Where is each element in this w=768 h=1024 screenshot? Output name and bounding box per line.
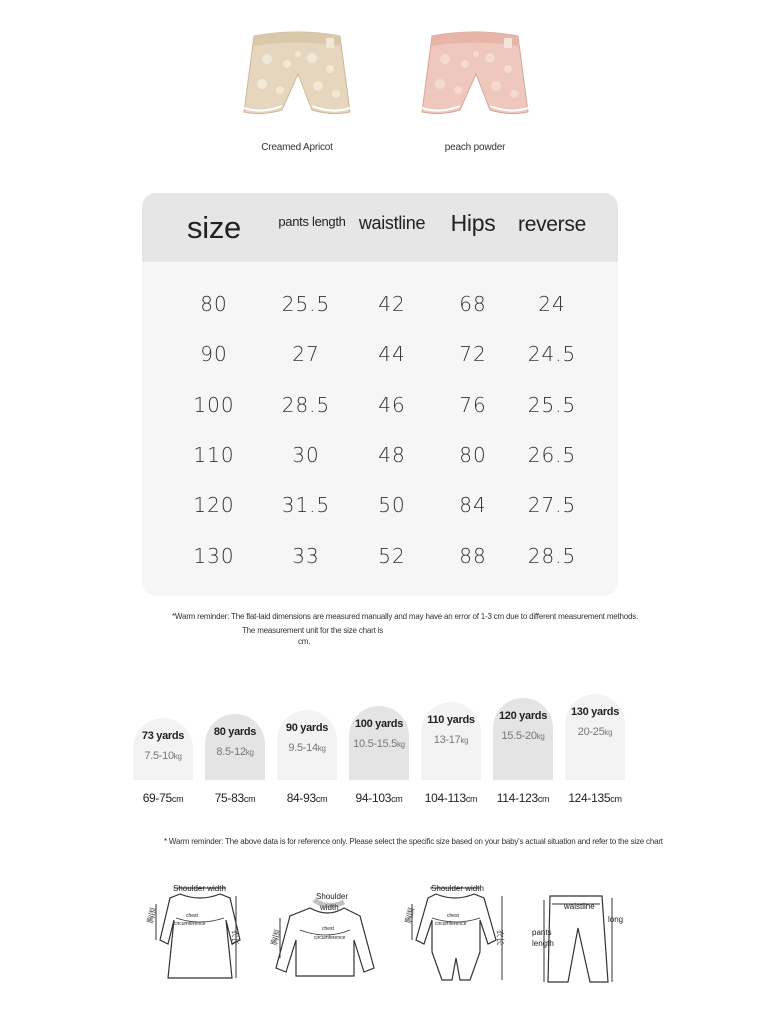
circumference-label: circumference bbox=[435, 921, 467, 927]
weight-unit: kg bbox=[536, 732, 545, 741]
weight-value: 20-25 bbox=[577, 726, 605, 738]
height-value: 104-113 bbox=[424, 791, 466, 805]
size-table-cell: 52 bbox=[378, 543, 406, 568]
chest-label: chest bbox=[322, 926, 334, 932]
sweater-measurement-diagram bbox=[270, 888, 380, 988]
size-yards-label: 130 yards bbox=[570, 706, 620, 718]
weight-range bbox=[493, 730, 553, 742]
shorts-peach-image bbox=[410, 24, 540, 124]
pants-measurement-diagram bbox=[528, 888, 628, 988]
circumference-label: circumference bbox=[314, 935, 346, 941]
size-table-cell: 30 bbox=[292, 442, 320, 467]
chest-cn-label: 胸围 bbox=[145, 906, 159, 925]
size-table-cell: 46 bbox=[378, 392, 406, 417]
size-table-cell: 24 bbox=[538, 292, 566, 316]
shoulder-width-label: Shoulder width bbox=[173, 884, 226, 893]
weight-unit: kg bbox=[173, 752, 182, 761]
size-table-cell: 26.5 bbox=[527, 442, 577, 467]
chest-cn-label: 胸围 bbox=[403, 906, 417, 925]
height-range bbox=[483, 791, 563, 805]
age-size-badge bbox=[349, 706, 409, 780]
size-table bbox=[142, 193, 618, 596]
size-yards-label: 100 yards bbox=[354, 718, 404, 730]
size-table-cell: 31.5 bbox=[281, 493, 331, 518]
weight-range bbox=[565, 726, 625, 738]
height-unit: cm bbox=[315, 794, 328, 804]
size-table-cell: 76 bbox=[459, 392, 487, 417]
size-table-cell: 28.5 bbox=[281, 392, 331, 417]
height-unit: cm bbox=[537, 794, 550, 804]
size-table-cell: 72 bbox=[459, 342, 487, 367]
height-unit: cm bbox=[391, 794, 403, 804]
reminder-text: *Warm reminder: The flat-laid dimensions are measured manually and may have an error of 1-3 cm due to different measurement methods. bbox=[172, 612, 639, 621]
circumference-label: circumference bbox=[174, 921, 206, 927]
height-range bbox=[339, 791, 419, 805]
size-table-cell: 25.5 bbox=[281, 292, 331, 316]
waistline-label: waistline bbox=[564, 902, 595, 911]
size-table-cell: 110 bbox=[193, 442, 235, 467]
size-table-cell: 25.5 bbox=[527, 392, 577, 417]
reminder-text: The measurement unit for the size chart is bbox=[242, 626, 383, 635]
shorts-apricot-image bbox=[232, 24, 362, 124]
length-cn-label: 衣长 bbox=[495, 929, 505, 946]
size-table-cell: 80 bbox=[459, 442, 487, 467]
pants-label: pants bbox=[532, 928, 552, 937]
header-hips: Hips bbox=[450, 210, 496, 236]
age-size-badge bbox=[205, 714, 265, 780]
product-peach-powder[interactable] bbox=[400, 24, 550, 153]
weight-range bbox=[277, 742, 337, 754]
age-size-badge bbox=[565, 694, 625, 780]
reminder-text: cm. bbox=[298, 637, 311, 646]
weight-value: 10.5-15.5 bbox=[353, 738, 397, 750]
size-table-cell: 27 bbox=[292, 342, 320, 367]
weight-value: 15.5-20 bbox=[501, 730, 537, 742]
weight-value: 8.5-12 bbox=[216, 746, 246, 758]
long-label: long bbox=[608, 915, 624, 924]
size-table-cell: 130 bbox=[193, 543, 235, 568]
width-label: width bbox=[320, 903, 339, 912]
weight-value: 7.5-10 bbox=[144, 750, 174, 762]
age-size-badge bbox=[133, 718, 193, 780]
size-table-header bbox=[142, 193, 618, 262]
length-cn-label: 衣长 bbox=[230, 929, 240, 946]
weight-value: 13-17 bbox=[433, 734, 461, 746]
header-size: size bbox=[187, 209, 241, 245]
chest-label: chest bbox=[447, 913, 459, 919]
size-table-cell: 68 bbox=[459, 292, 487, 316]
height-value: 124-135 bbox=[568, 791, 611, 805]
size-yards-label: 80 yards bbox=[213, 726, 257, 738]
reminder-text: * Warm reminder: The above data is for reference only. Please select the specific size based on your baby's actual situation and refer to the size chart bbox=[164, 837, 663, 846]
height-range bbox=[123, 791, 203, 805]
romper-outline bbox=[400, 880, 510, 990]
height-range bbox=[267, 791, 347, 805]
size-table-cell: 80 bbox=[200, 292, 228, 316]
height-unit: cm bbox=[243, 794, 256, 804]
length-label: length bbox=[532, 939, 554, 948]
size-yards-label: 73 yards bbox=[141, 730, 185, 742]
header-waistline: waistline bbox=[358, 213, 426, 233]
size-table-cell: 24.5 bbox=[527, 342, 577, 367]
weight-unit: kg bbox=[396, 740, 405, 749]
height-range bbox=[555, 791, 635, 805]
weight-value: 9.5-14 bbox=[288, 742, 318, 754]
height-unit: cm bbox=[465, 794, 478, 804]
size-table-cell: 27.5 bbox=[527, 493, 577, 518]
header-reverse: reverse bbox=[518, 212, 586, 236]
weight-unit: kg bbox=[245, 748, 254, 757]
size-table-cell: 100 bbox=[193, 392, 235, 417]
size-table-cell: 120 bbox=[193, 493, 235, 518]
size-yards-label: 90 yards bbox=[285, 722, 329, 734]
dress-outline bbox=[140, 880, 260, 990]
size-table-cell: 28.5 bbox=[527, 543, 577, 568]
size-table-cell: 48 bbox=[378, 442, 406, 467]
product-name: peach powder bbox=[444, 142, 506, 153]
age-size-badge bbox=[493, 698, 553, 780]
size-table-cell: 33 bbox=[292, 543, 320, 568]
size-yards-label: 110 yards bbox=[427, 714, 475, 726]
height-range bbox=[195, 791, 275, 805]
chest-label: chest bbox=[186, 913, 198, 919]
weight-range bbox=[133, 750, 193, 762]
size-table-cell: 88 bbox=[459, 543, 487, 568]
weight-unit: kg bbox=[604, 728, 613, 737]
height-value: 114-123 bbox=[496, 791, 538, 805]
weight-unit: kg bbox=[317, 744, 326, 753]
shoulder-label: Shoulder bbox=[316, 892, 349, 901]
age-size-badge bbox=[277, 710, 337, 780]
age-size-badge bbox=[421, 702, 481, 780]
size-table-cell: 42 bbox=[378, 292, 406, 316]
chest-cn-label: 胸围 bbox=[269, 928, 283, 947]
product-name: Creamed Apricot bbox=[261, 142, 333, 153]
weight-range bbox=[349, 738, 409, 750]
size-yards-label: 120 yards bbox=[498, 710, 548, 722]
height-value: 75-83 bbox=[214, 791, 244, 805]
weight-range bbox=[205, 746, 265, 758]
size-table-cell: 44 bbox=[378, 342, 406, 367]
height-unit: cm bbox=[171, 794, 184, 804]
shoulder-width-label: Shoulder width bbox=[431, 884, 484, 893]
height-range bbox=[411, 791, 491, 805]
size-table-cell: 84 bbox=[459, 493, 487, 518]
romper-measurement-diagram bbox=[400, 880, 510, 990]
size-table-cell: 50 bbox=[378, 493, 406, 518]
weight-unit: kg bbox=[460, 736, 469, 745]
height-value: 94-103 bbox=[355, 791, 392, 805]
dress-measurement-diagram bbox=[140, 880, 260, 990]
weight-range bbox=[421, 734, 481, 746]
header-pants-length: pants length bbox=[278, 214, 346, 229]
height-value: 69-75 bbox=[142, 791, 172, 805]
size-table-cell: 90 bbox=[200, 342, 228, 367]
product-creamed-apricot[interactable] bbox=[222, 24, 372, 153]
height-value: 84-93 bbox=[286, 791, 316, 805]
height-unit: cm bbox=[610, 794, 622, 804]
